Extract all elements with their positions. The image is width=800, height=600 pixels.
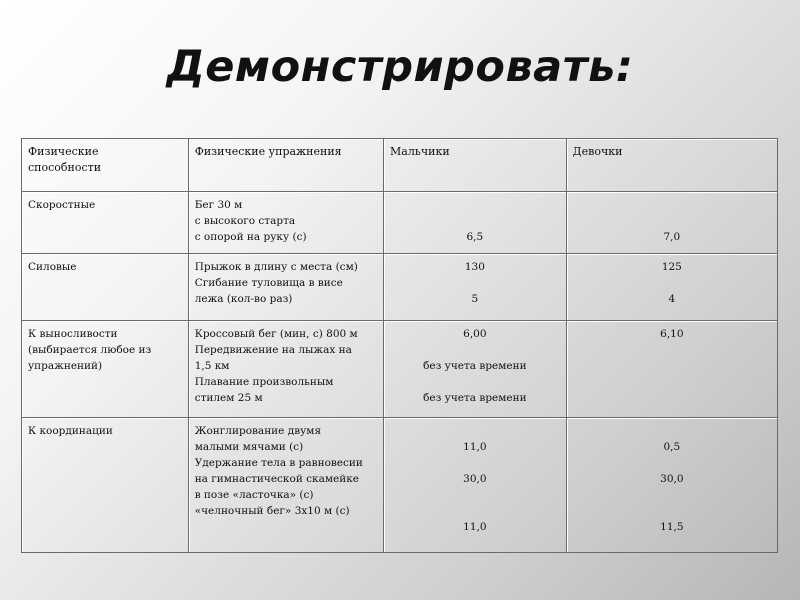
table-row <box>22 192 778 254</box>
header-boys: Мальчики <box>384 139 567 192</box>
header-girls: Девочки <box>566 139 777 192</box>
ability-cell: Скоростные <box>22 192 189 254</box>
boys-value-cell: 6,00 без учета времени без учета времени <box>384 321 567 418</box>
header-abilities: Физические способности <box>22 139 189 192</box>
exercise-cell: Прыжок в длину с места (см) Сгибание туловища в висе лежа (кол-во раз) <box>188 254 383 321</box>
slide-title: Демонстрировать: <box>166 42 634 92</box>
boys-value-cell: 130 5 <box>384 254 567 321</box>
ability-cell: К координации <box>22 418 189 553</box>
boys-value-cell: 6,5 <box>384 192 567 254</box>
table-row <box>22 321 778 418</box>
girls-value-cell: 0,5 30,0 11,5 <box>566 418 777 553</box>
boys-value-cell: 11,0 30,0 11,0 <box>384 418 567 553</box>
exercise-cell: Бег 30 м с высокого старта с опорой на руку (с) <box>188 192 383 254</box>
ability-cell: Силовые <box>22 254 189 321</box>
header-exercises: Физические упражнения <box>188 139 383 192</box>
exercise-cell: Кроссовый бег (мин, с) 800 м Передвижение на лыжах на 1,5 км Плавание произвольным стилем 25 м <box>188 321 383 418</box>
table-row <box>22 254 778 321</box>
girls-value-cell: 125 4 <box>566 254 777 321</box>
table-row <box>22 418 778 553</box>
girls-value-cell: 7,0 <box>566 192 777 254</box>
girls-value-cell: 6,10 <box>566 321 777 418</box>
exercise-cell: Жонглирование двумя малыми мячами (с) Удержание тела в равновесии на гимнастической скамейке в позе «ласточка» (с) «челночный бег» 3х10 м (с) <box>188 418 383 553</box>
table-header-row <box>22 139 778 192</box>
ability-cell: К выносливости (выбирается любое из упражнений) <box>22 321 189 418</box>
standards-table <box>21 138 778 553</box>
